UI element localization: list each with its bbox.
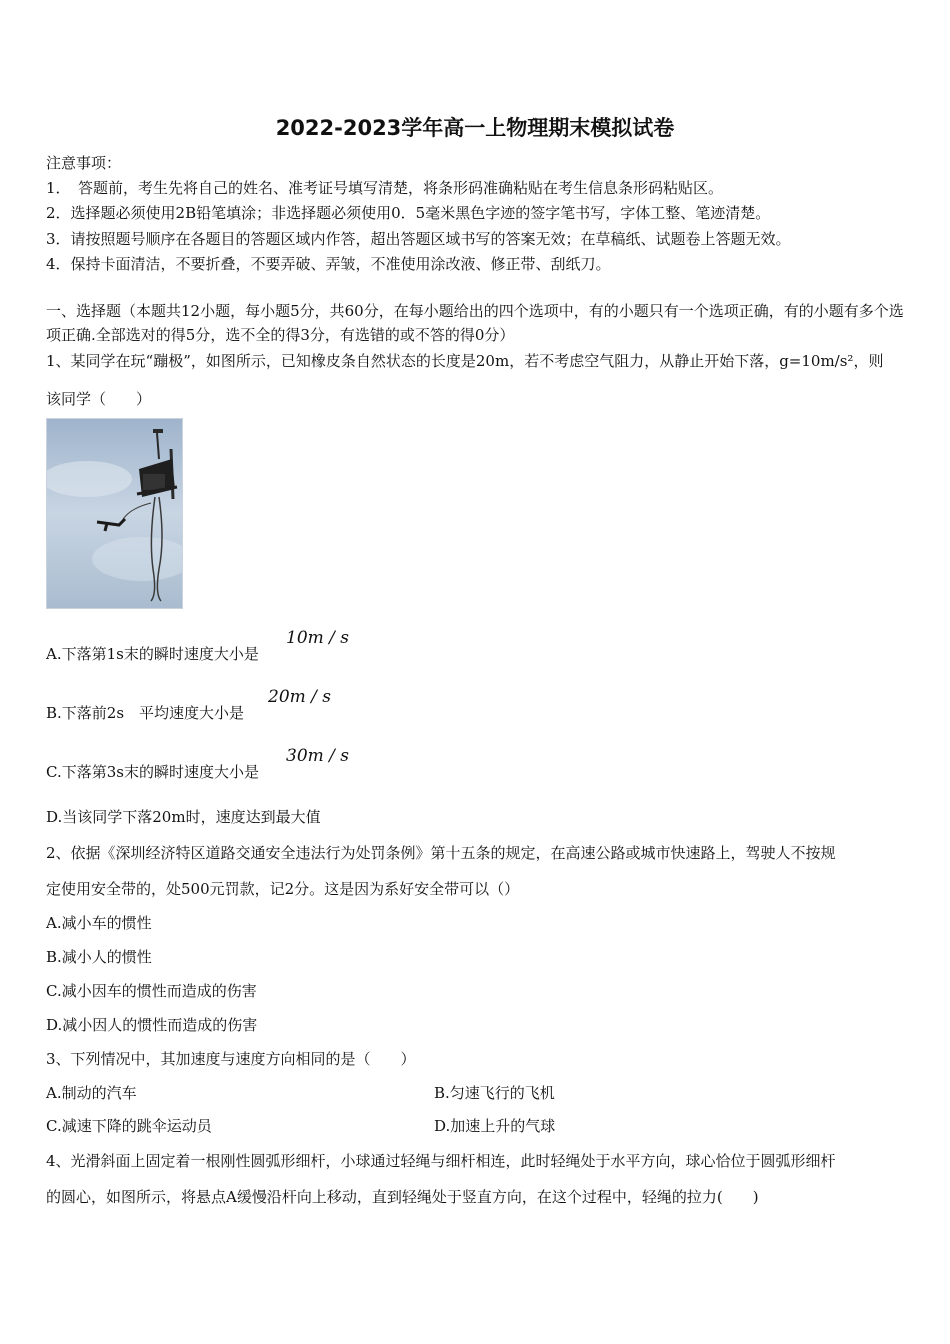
q4-stem-line2: 的圆心，如图所示，将悬点A缓慢沿杆向上移动，直到轻绳处于竖直方向，在这个过程中，轻绳的拉力( ) [46, 1188, 759, 1206]
q1-option-a-value: 10m / s [286, 628, 350, 648]
q3-stem: 3、下列情况中，其加速度与速度方向相同的是（ ） [46, 1050, 416, 1068]
q1-option-b: B.下落前2s 平均速度大小是 [46, 704, 245, 722]
page-title: 2022-2023学年高一上物理期末模拟试卷 [275, 116, 675, 140]
notice-item-1: 1． 答题前，考生先将自己的姓名、准考证号填写清楚，将条形码准确粘贴在考生信息条形码粘贴区。 [46, 179, 724, 197]
notice-item-4: 4．保持卡面清洁，不要折叠，不要弄破、弄皱，不准使用涂改液、修正带、刮纸刀。 [46, 255, 611, 273]
q2-option-b: B.减小人的惯性 [46, 948, 152, 966]
q3-option-b: B.匀速飞行的飞机 [434, 1084, 555, 1102]
bungee-photo [46, 418, 183, 609]
q2-option-a: A.减小车的惯性 [46, 914, 152, 932]
q3-option-a: A.制动的汽车 [46, 1084, 137, 1102]
q1-option-b-value: 20m / s [268, 687, 332, 707]
q1-option-c: C.下落第3s末的瞬时速度大小是 [46, 763, 259, 781]
q2-option-d: D.减小因人的惯性而造成的伤害 [46, 1016, 258, 1034]
q1-stem-line2: 该同学（ ） [46, 390, 152, 408]
q1-option-a: A.下落第1s末的瞬时速度大小是 [46, 645, 259, 663]
q3-option-d: D.加速上升的气球 [434, 1117, 556, 1135]
notice-heading: 注意事项： [46, 154, 122, 172]
notice-item-2: 2．选择题必须使用2B铅笔填涂；非选择题必须使用0．5毫米黑色字迹的签字笔书写，字体工整、笔迹清楚。 [46, 204, 771, 222]
q2-stem-line2: 定使用安全带的，处500元罚款，记2分。这是因为系好安全带可以（） [46, 880, 520, 898]
q2-option-c: C.减小因车的惯性而造成的伤害 [46, 982, 257, 1000]
q1-option-d: D.当该同学下落20m时，速度达到最大值 [46, 808, 321, 826]
q1-stem-line1: 1、某同学在玩“蹦极”，如图所示，已知橡皮条自然状态的长度是20m，若不考虑空气阻力，从静止开始下落，g=10m/s²，则 [46, 352, 884, 370]
q2-stem-line1: 2、依据《深圳经济特区道路交通安全违法行为处罚条例》第十五条的规定，在高速公路或城市快速路上，驾驶人不按规 [46, 844, 836, 862]
q4-stem-line1: 4、光滑斜面上固定着一根刚性圆弧形细杆，小球通过轻绳与细杆相连，此时轻绳处于水平方向，球心恰位于圆弧形细杆 [46, 1152, 836, 1170]
q1-option-c-value: 30m / s [286, 746, 350, 766]
q3-option-c: C.减速下降的跳伞运动员 [46, 1117, 212, 1135]
notice-item-3: 3．请按照题号顺序在各题目的答题区域内作答，超出答题区域书写的答案无效；在草稿纸、试题卷上答题无效。 [46, 230, 791, 248]
section-heading: 一、选择题（本题共12小题，每小题5分，共60分，在每小题给出的四个选项中，有的小题只有一个选项正确，有的小题有多个选项正确.全部选对的得5分，选不全的得3分，有选错的或不答的得0分） [46, 302, 904, 344]
